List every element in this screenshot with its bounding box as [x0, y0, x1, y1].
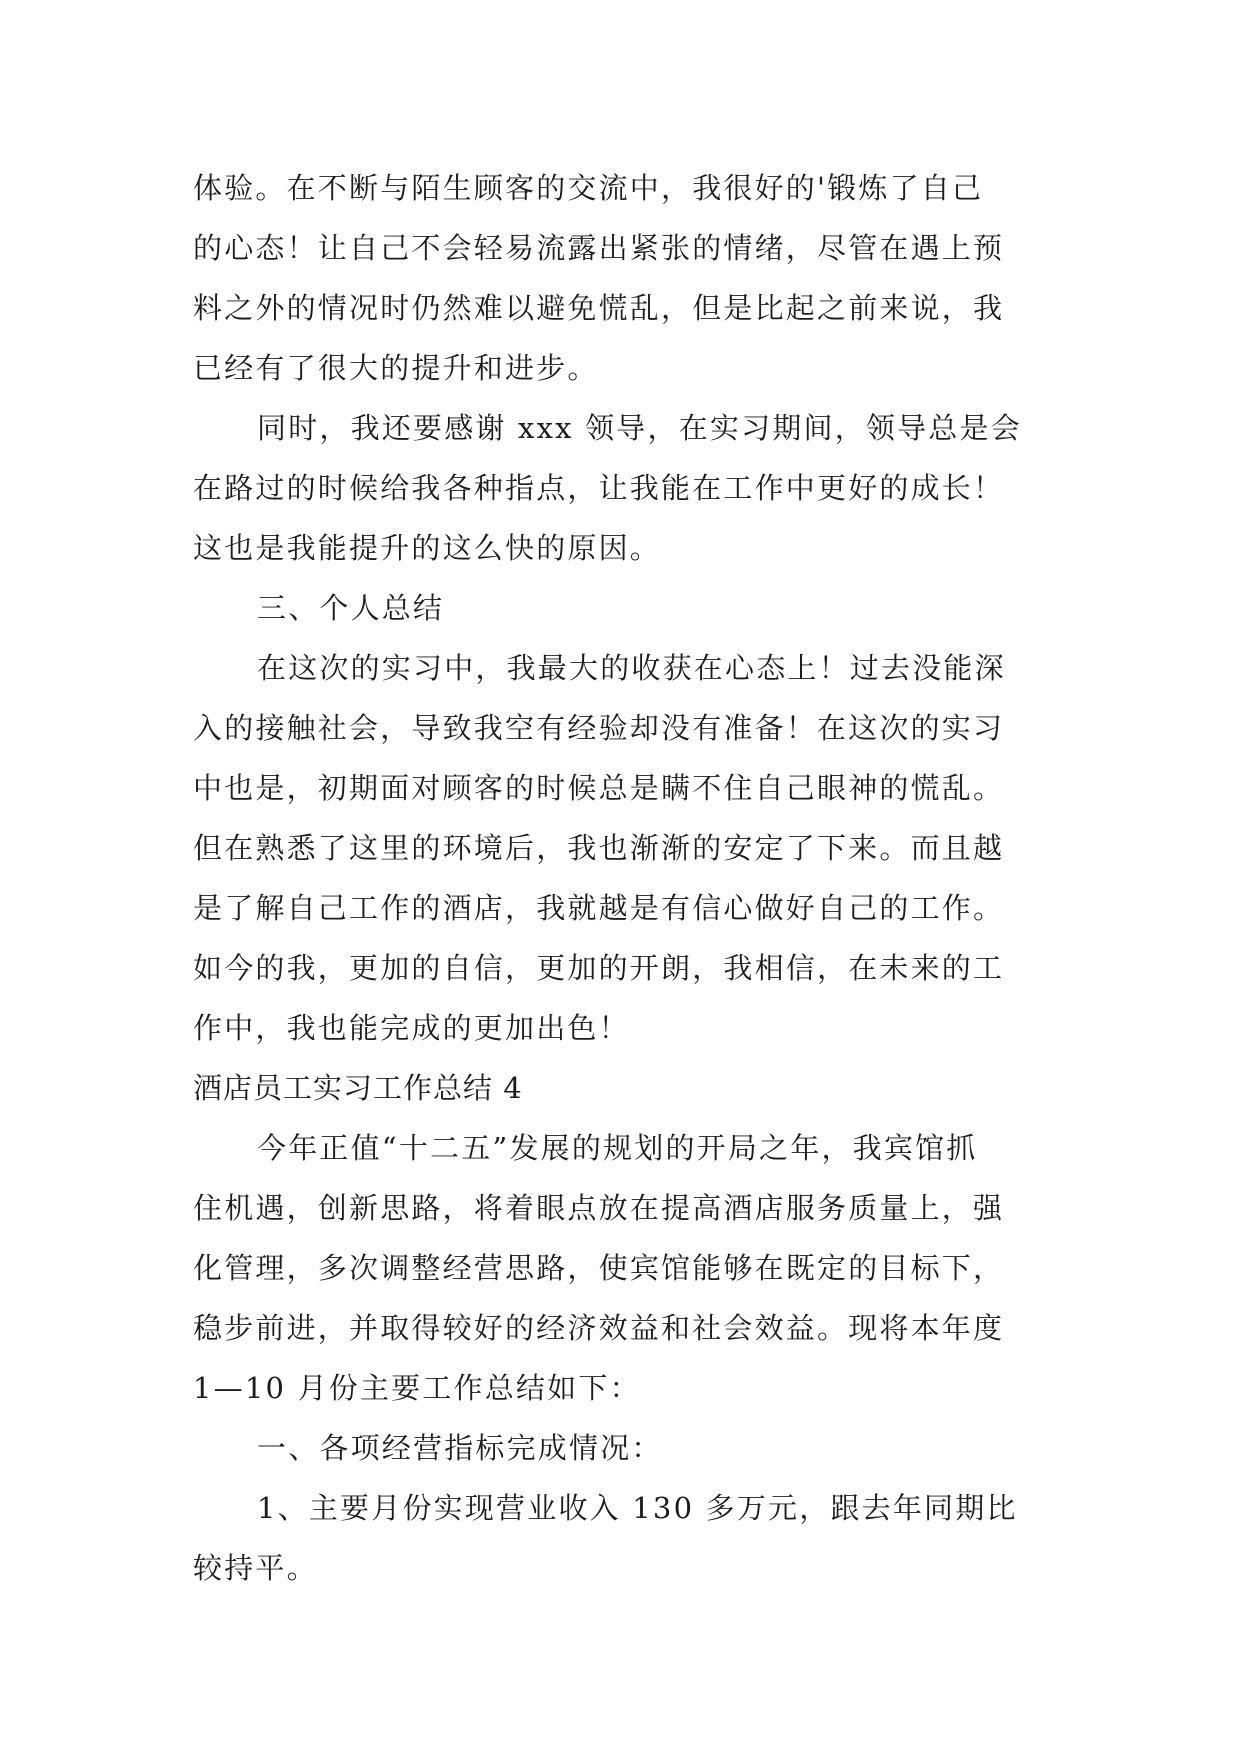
text-line: 已经有了很大的提升和进步。: [193, 351, 599, 385]
text-line: 是了解自己工作的酒店，我就越是有信心做好自己的工作。: [193, 891, 1005, 925]
text-line: 化管理，多次调整经营思路，使宾馆能够在既定的目标下，: [193, 1251, 1005, 1285]
text-line: 今年正值“十二五”发展的规划的开局之年，我宾馆抓: [257, 1131, 978, 1165]
text-line: 在这次的实习中，我最大的收获在心态上！过去没能深: [257, 651, 1006, 685]
document-title: 酒店员工实习工作总结 4: [193, 1071, 523, 1105]
section-heading: 三、个人总结: [257, 591, 445, 625]
text-line: 体验。在不断与陌生顾客的交流中，我很好的'锻炼了自己: [193, 171, 984, 205]
text-line: 但在熟悉了这里的环境后，我也渐渐的安定了下来。而且越: [193, 831, 1005, 865]
text-line: 1、主要月份实现营业收入 130 多万元，跟去年同期比: [257, 1491, 1018, 1525]
text-line: 如今的我，更加的自信，更加的开朗，我相信，在未来的工: [193, 951, 1005, 985]
text-line: 同时，我还要感谢 xxx 领导，在实习期间，领导总是会: [257, 411, 1022, 445]
text-line: 料之外的情况时仍然难以避免慌乱，但是比起之前来说，我: [193, 291, 1005, 325]
text-line: 作中，我也能完成的更加出色！: [193, 1011, 630, 1045]
text-line: 住机遇，创新思路，将着眼点放在提高酒店服务质量上，强: [193, 1191, 1005, 1225]
document-body: [193, 158, 1053, 1598]
text-line: 在路过的时候给我各种指点，让我能在工作中更好的成长！: [193, 471, 1005, 505]
text-line: 1—10 月份主要工作总结如下：: [193, 1371, 641, 1405]
text-line: 较持平。: [193, 1551, 318, 1585]
text-line: 的心态！让自己不会轻易流露出紧张的情绪，尽管在遇上预: [193, 231, 1005, 265]
text-line: 入的接触社会，导致我空有经验却没有准备！在这次的实习: [193, 711, 1005, 745]
text-line: 这也是我能提升的这么快的原因。: [193, 531, 662, 565]
section-heading: 一、各项经营指标完成情况：: [257, 1431, 663, 1465]
text-line: 中也是，初期面对顾客的时候总是瞒不住自己眼神的慌乱。: [193, 771, 1005, 805]
text-line: 稳步前进，并取得较好的经济效益和社会效益。现将本年度: [193, 1311, 1005, 1345]
